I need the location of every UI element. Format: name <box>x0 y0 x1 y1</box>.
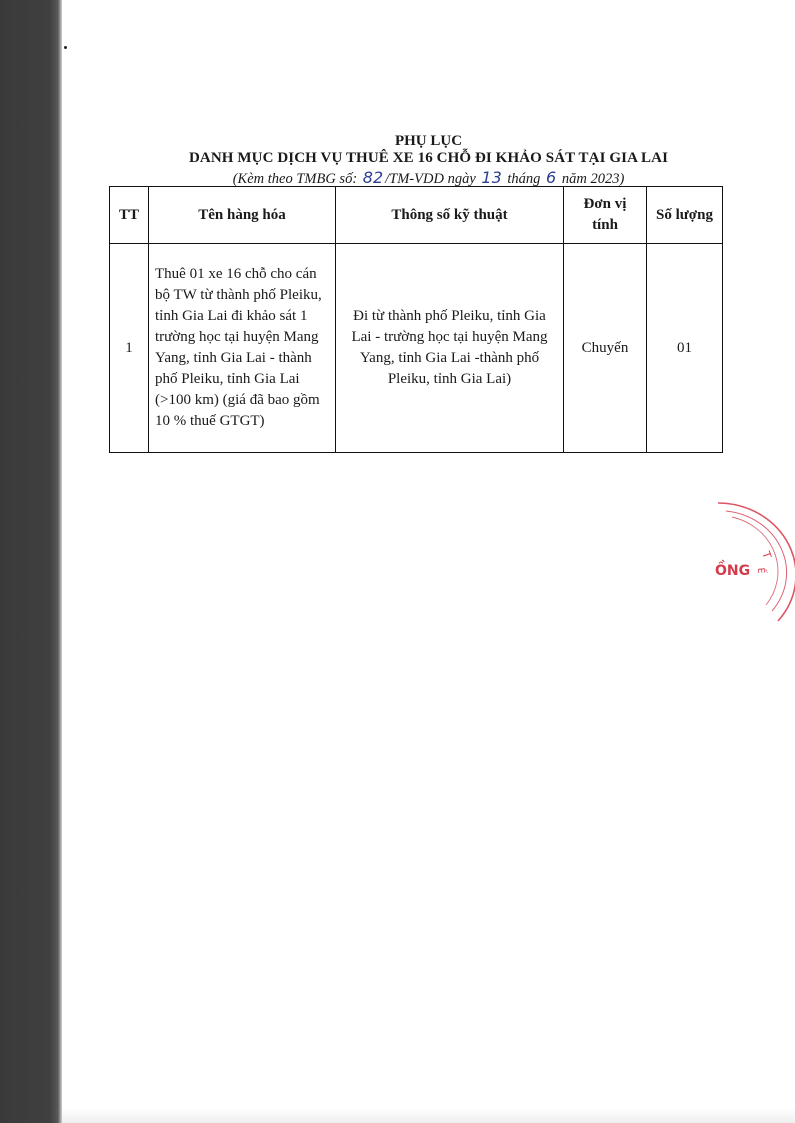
stamp-text: ỒNG <box>715 563 751 579</box>
cell-tt: 1 <box>110 244 149 453</box>
header-tt: TT <box>110 187 149 244</box>
document-title: PHỤ LỤC <box>394 133 463 149</box>
header-qty: Số lượng <box>647 187 723 244</box>
header-spec: Thông số kỹ thuật <box>336 187 564 244</box>
cell-spec: Đi từ thành phố Pleiku, tỉnh Gia Lai - trường học tại huyện Mang Yang, tỉnh Gia Lai -thành phố Pleiku, tỉnh Gia Lai) <box>336 244 564 453</box>
scan-bottom-edge <box>62 1108 795 1123</box>
svg-text:Ế: Ế <box>755 567 766 574</box>
subtitle-mid1: /TM-VDD ngày <box>385 171 476 187</box>
table-row <box>110 244 723 453</box>
document-heading: DANH MỤC DỊCH VỤ THUÊ XE 16 CHỖ ĐI KHẢO SÁT TẠI GIA LAI <box>188 150 669 166</box>
handwritten-month: 6 <box>546 168 557 187</box>
cell-qty: 01 <box>647 244 723 453</box>
subtitle-prefix: (Kèm theo TMBG số: <box>232 171 358 187</box>
scan-shadow-edge <box>0 0 62 1123</box>
goods-table <box>109 186 723 453</box>
handwritten-number: 82 <box>362 168 384 187</box>
cell-unit: Chuyến <box>564 244 647 453</box>
subtitle-mid2: tháng <box>507 171 541 187</box>
header-unit: Đơn vị tính <box>564 187 647 244</box>
handwritten-day: 13 <box>481 168 502 187</box>
table-header-row <box>110 187 723 244</box>
header-name: Tên hàng hóa <box>149 187 336 244</box>
paper-speck <box>64 46 67 49</box>
red-stamp-seal <box>700 493 795 633</box>
svg-text:T: T <box>759 549 774 561</box>
cell-name: Thuê 01 xe 16 chỗ cho cán bộ TW từ thành phố Pleiku, tỉnh Gia Lai đi khảo sát 1 trường học tại huyện Mang Yang, tỉnh Gia Lai - thành phố Pleiku, tỉnh Gia Lai (>100 km) (giá đã bao gồm 10 % thuế GTGT) <box>149 244 336 453</box>
document-subtitle <box>62 168 795 188</box>
subtitle-suffix: năm 2023) <box>561 171 625 187</box>
